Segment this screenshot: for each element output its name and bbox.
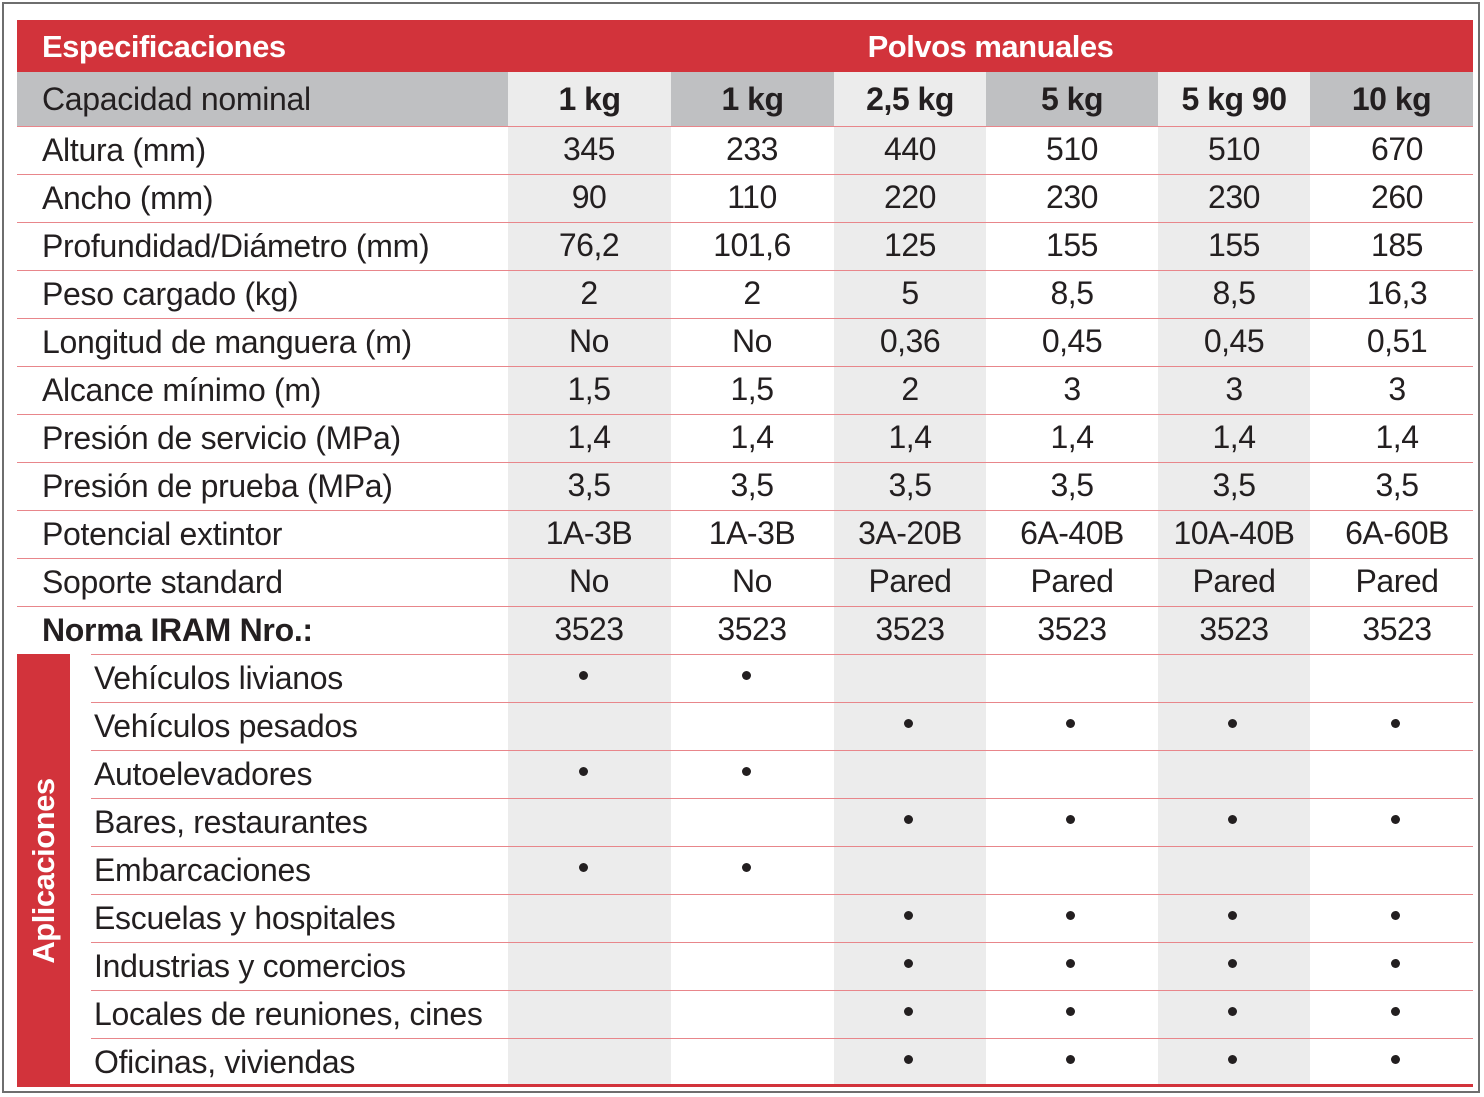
table-row: [17, 126, 1473, 174]
table-cell: 510: [1046, 131, 1098, 167]
table-cell: 3,5: [1212, 467, 1256, 503]
table-cell: 440: [884, 131, 936, 167]
table-cell: 2: [580, 275, 598, 311]
table-row: [17, 174, 1473, 222]
row-label: Presión de prueba (MPa): [42, 468, 393, 504]
table-cell: 6A-60B: [1345, 515, 1449, 551]
row-label: Norma IRAM Nro.:: [42, 612, 313, 648]
applicable-bullet-icon: [1391, 1055, 1400, 1064]
table-cell: 1A-3B: [708, 515, 796, 551]
capacity-value: 1 kg: [671, 72, 834, 126]
capacity-label-cell: [17, 72, 508, 126]
table-cell: 3523: [875, 611, 945, 647]
row-label: Altura (mm): [42, 132, 206, 168]
applicable-bullet-icon: [579, 671, 588, 680]
application-row: [91, 894, 1473, 942]
applicable-bullet-icon: [742, 863, 751, 872]
table-cell: Pared: [1192, 563, 1276, 599]
application-row: [91, 846, 1473, 894]
applicable-bullet-icon: [742, 671, 751, 680]
table-cell: 125: [884, 227, 936, 263]
applicable-bullet-icon: [1391, 1007, 1400, 1016]
applicable-bullet-icon: [904, 911, 913, 920]
applicable-bullet-icon: [1228, 1007, 1237, 1016]
applications-title: Aplicaciones: [25, 777, 61, 964]
capacity-value: 1 kg: [508, 72, 671, 126]
applicable-bullet-icon: [904, 959, 913, 968]
table-cell: 3A-20B: [858, 515, 962, 551]
table-cell: 345: [563, 131, 615, 167]
table-cell: 110: [727, 179, 777, 215]
row-label: Presión de servicio (MPa): [42, 420, 401, 456]
product-group-title: Polvos manuales: [867, 29, 1114, 64]
table-row: [17, 558, 1473, 606]
applicable-bullet-icon: [904, 815, 913, 824]
table-cell: 2: [901, 371, 919, 407]
applications-side-label: [17, 654, 70, 1087]
table-cell: 1,4: [567, 419, 611, 455]
application-label: Industrias y comercios: [94, 948, 406, 984]
table-cell: 0,36: [879, 323, 941, 359]
table-row: [17, 270, 1473, 318]
applicable-bullet-icon: [1228, 719, 1237, 728]
applicable-bullet-icon: [579, 863, 588, 872]
row-label: Longitud de manguera (m): [42, 324, 412, 360]
table-cell: 3,5: [888, 467, 932, 503]
table-cell: 0,51: [1366, 323, 1428, 359]
table-cell: 0,45: [1041, 323, 1103, 359]
table-cell: 3: [1225, 371, 1243, 407]
table-cell: 101,6: [713, 227, 791, 263]
table-cell: Pared: [1355, 563, 1439, 599]
table-cell: No: [569, 563, 609, 599]
table-cell: 90: [571, 179, 607, 215]
applicable-bullet-icon: [1066, 911, 1075, 920]
table-cell: 230: [1046, 179, 1098, 215]
table-cell: 1,4: [1375, 419, 1419, 455]
application-label: Bares, restaurantes: [94, 804, 368, 840]
application-label: Locales de reuniones, cines: [94, 996, 483, 1032]
table-cell: 3523: [717, 611, 787, 647]
capacity-value: 5 kg 90: [1158, 72, 1310, 126]
capacity-value: 10 kg: [1310, 72, 1473, 126]
specifications-title: Especificaciones: [42, 29, 286, 64]
table-cell: 6A-40B: [1020, 515, 1124, 551]
row-label: Ancho (mm): [42, 180, 214, 216]
applicable-bullet-icon: [1066, 719, 1075, 728]
applicable-bullet-icon: [1228, 911, 1237, 920]
applicable-bullet-icon: [1391, 815, 1400, 824]
applicable-bullet-icon: [1066, 1055, 1075, 1064]
spec-table: [17, 20, 1473, 1087]
applicable-bullet-icon: [904, 1007, 913, 1016]
applicable-bullet-icon: [1066, 815, 1075, 824]
application-row: [91, 654, 1473, 702]
table-cell: 1,4: [1212, 419, 1256, 455]
table-header-bar: [17, 20, 1473, 72]
table-row: [17, 462, 1473, 510]
application-row: [91, 1038, 1473, 1086]
application-row: [91, 702, 1473, 750]
applicable-bullet-icon: [742, 767, 751, 776]
application-label: Vehículos livianos: [94, 660, 343, 696]
application-label: Oficinas, viviendas: [94, 1044, 356, 1080]
application-label: Autoelevadores: [94, 756, 313, 792]
table-cell: 155: [1208, 227, 1260, 263]
table-row: [17, 510, 1473, 558]
row-label: Potencial extintor: [42, 516, 283, 552]
application-label: Embarcaciones: [94, 852, 311, 888]
table-cell: 1A-3B: [545, 515, 633, 551]
table-cell: 3: [1388, 371, 1406, 407]
spec-sheet-frame: [2, 2, 1480, 1093]
table-cell: 510: [1208, 131, 1260, 167]
applicable-bullet-icon: [1391, 911, 1400, 920]
application-row: [91, 990, 1473, 1038]
applicable-bullet-icon: [1391, 959, 1400, 968]
applicable-bullet-icon: [1228, 815, 1237, 824]
table-row: [17, 414, 1473, 462]
applicable-bullet-icon: [1066, 1007, 1075, 1016]
capacity-label: Capacidad nominal: [42, 81, 311, 117]
table-cell: 1,4: [1050, 419, 1094, 455]
row-label: Profundidad/Diámetro (mm): [42, 228, 430, 264]
application-row: [91, 750, 1473, 798]
table-cell: 233: [726, 131, 778, 167]
table-cell: 3,5: [567, 467, 611, 503]
table-cell: 230: [1208, 179, 1260, 215]
table-cell: No: [732, 563, 772, 599]
table-row: [17, 606, 1473, 654]
table-cell: 220: [884, 179, 936, 215]
capacity-row: [17, 72, 1473, 126]
applicable-bullet-icon: [904, 719, 913, 728]
applicable-bullet-icon: [1391, 719, 1400, 728]
applicable-bullet-icon: [1228, 959, 1237, 968]
table-cell: 0,45: [1203, 323, 1265, 359]
applicable-bullet-icon: [1228, 1055, 1237, 1064]
table-cell: 1,5: [730, 371, 774, 407]
application-label: Vehículos pesados: [94, 708, 358, 744]
table-cell: No: [569, 323, 609, 359]
table-cell: 185: [1371, 227, 1423, 263]
table-cell: 3523: [1199, 611, 1269, 647]
application-row: [91, 798, 1473, 846]
table-cell: Pared: [1030, 563, 1114, 599]
capacity-value: 5 kg: [986, 72, 1158, 126]
table-cell: 16,3: [1366, 275, 1428, 311]
table-cell: 3523: [1362, 611, 1432, 647]
table-cell: 1,4: [888, 419, 932, 455]
application-label: Escuelas y hospitales: [94, 900, 396, 936]
table-cell: 5: [901, 275, 919, 311]
row-label: Soporte standard: [42, 564, 283, 600]
row-label: Alcance mínimo (m): [42, 372, 322, 408]
applicable-bullet-icon: [904, 1055, 913, 1064]
table-cell: 3,5: [1050, 467, 1094, 503]
applicable-bullet-icon: [1066, 959, 1075, 968]
table-cell: 10A-40B: [1173, 515, 1295, 551]
table-row: [17, 222, 1473, 270]
table-row: [17, 366, 1473, 414]
application-row: [91, 942, 1473, 990]
table-cell: Pared: [868, 563, 952, 599]
table-cell: 1,4: [730, 419, 774, 455]
table-cell: 260: [1371, 179, 1423, 215]
table-cell: 3: [1063, 371, 1081, 407]
table-cell: No: [732, 323, 772, 359]
row-label: Peso cargado (kg): [42, 276, 299, 312]
table-cell: 3,5: [1375, 467, 1419, 503]
table-bottom-rule: [70, 1084, 1473, 1087]
applicable-bullet-icon: [579, 767, 588, 776]
table-cell: 76,2: [558, 227, 620, 263]
table-cell: 3,5: [730, 467, 774, 503]
table-cell: 3523: [1037, 611, 1107, 647]
table-cell: 670: [1371, 131, 1423, 167]
table-cell: 2: [743, 275, 761, 311]
table-cell: 8,5: [1212, 275, 1256, 311]
table-cell: 1,5: [567, 371, 611, 407]
table-cell: 155: [1046, 227, 1098, 263]
table-cell: 8,5: [1050, 275, 1094, 311]
table-cell: 3523: [554, 611, 624, 647]
table-row: [17, 318, 1473, 366]
capacity-value: 2,5 kg: [834, 72, 986, 126]
